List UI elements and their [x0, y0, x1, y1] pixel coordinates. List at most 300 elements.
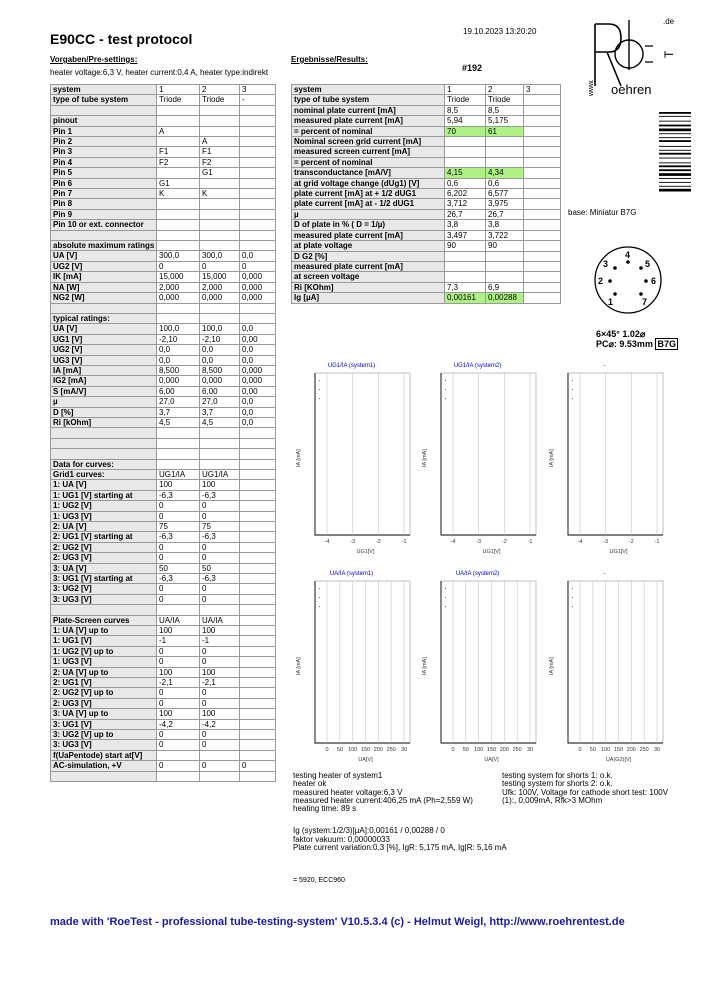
- pre-settings-label-cell: 1: UG1 [V] starting at: [51, 490, 157, 500]
- chart-tick-label: -3: [603, 539, 609, 545]
- chart-tick-label: -4: [450, 539, 456, 545]
- results-value-cell: 0,6: [486, 178, 524, 188]
- pre-settings-value-cell: F1: [200, 147, 240, 157]
- chart-title: UG1/IA (system1): [327, 363, 376, 369]
- results-label-cell: plate current [mA] at + 1/2 dUG1: [292, 189, 445, 199]
- pre-settings-row: [51, 771, 276, 781]
- pre-settings-row: [51, 532, 276, 542]
- pre-settings-value-cell: [157, 449, 200, 459]
- chart-tick-label: 0: [578, 747, 582, 753]
- base-pin-1: 1: [608, 297, 614, 307]
- chart-tick-label: -4: [324, 539, 330, 545]
- text-line: (1):, 0,009mA, Rfk>3 MOhm: [502, 795, 603, 805]
- chart-tick-label: 200: [499, 747, 509, 753]
- results-row: [292, 241, 561, 251]
- pre-settings-value-cell: 0: [200, 594, 240, 604]
- chart-tick-label: 30: [526, 747, 534, 753]
- pre-settings-row: [51, 157, 276, 167]
- pre-settings-label-cell: D [%]: [51, 407, 157, 417]
- results-value-cell: [486, 147, 524, 157]
- pre-settings-value-cell: [200, 771, 240, 781]
- chart-tick-label: 250: [386, 747, 396, 753]
- results-value-cell: Triode: [486, 95, 524, 105]
- barcode-bar: [659, 165, 691, 167]
- pre-settings-label-cell: Plate-Screen curves: [51, 615, 157, 625]
- pre-settings-row: [51, 740, 276, 750]
- results-value-cell: 3,712: [445, 199, 486, 209]
- chart-marker: [445, 380, 446, 381]
- results-value-cell: [445, 251, 486, 261]
- results-value-cell: 26,7: [486, 209, 524, 219]
- pre-settings-heading: Vorgaben/Pre-settings:: [50, 55, 138, 64]
- results-row: [292, 178, 561, 188]
- pre-settings-label-cell: UA [V]: [51, 251, 157, 261]
- pre-settings-value-cell: 0: [157, 542, 200, 552]
- pre-settings-value-cell: [200, 209, 240, 219]
- pre-settings-value-cell: [240, 636, 276, 646]
- pre-settings-value-cell: [240, 542, 276, 552]
- pre-settings-value-cell: 0: [157, 740, 200, 750]
- results-value-cell: 70: [445, 126, 486, 136]
- pre-settings-value-cell: [240, 626, 276, 636]
- pre-settings-value-cell: 0,0: [240, 251, 276, 261]
- results-row: [292, 95, 561, 105]
- results-value-cell: 0,6: [445, 178, 486, 188]
- pre-settings-row: [51, 241, 276, 251]
- results-label-cell: Nominal screen grid current [mA]: [292, 137, 445, 147]
- pre-settings-value-cell: [240, 501, 276, 511]
- base-pin-4: 4: [625, 250, 631, 260]
- results-value-cell: 26,7: [445, 209, 486, 219]
- pre-settings-label-cell: NG2 [W]: [51, 293, 157, 303]
- text-line: testing system for shorts 1: o.k.: [502, 771, 613, 780]
- pre-settings-value-cell: [157, 230, 200, 240]
- chart-y-label: IA [mA]: [549, 449, 555, 467]
- pre-settings-row: [51, 521, 276, 531]
- pre-settings-value-cell: 0: [157, 594, 200, 604]
- text-line: Plate current variation:0,3 [%], IgR: 5,175 mA, Ig|R: 5,16 mA: [293, 843, 507, 852]
- pre-settings-label-cell: Pin 1: [51, 126, 157, 136]
- results-value-cell: [524, 116, 561, 126]
- pre-settings-row: [51, 678, 276, 688]
- results-value-cell: Triode: [445, 95, 486, 105]
- results-label-cell: nominal plate current [mA]: [292, 105, 445, 115]
- pre-settings-value-cell: 4,5: [200, 417, 240, 427]
- pre-settings-value-cell: G1: [157, 178, 200, 188]
- shorts-test-results: [502, 772, 668, 805]
- base-pin-6: 6: [651, 276, 657, 286]
- pre-settings-row: [51, 293, 276, 303]
- pre-settings-value-cell: 3,7: [157, 407, 200, 417]
- chart-tick-label: -1: [654, 539, 660, 545]
- grid-current-notes: [293, 827, 507, 853]
- pre-settings-value-cell: 3: [240, 85, 276, 95]
- chart-y-label: IA [mA]: [422, 657, 428, 675]
- chart-title: -: [603, 363, 606, 369]
- pre-settings-label-cell: Pin 3: [51, 147, 157, 157]
- chart-tick-label: -1: [527, 539, 533, 545]
- pre-settings-row: [51, 428, 276, 438]
- pre-settings-row: [51, 501, 276, 511]
- pre-settings-value-cell: [240, 563, 276, 573]
- pre-settings-value-cell: [200, 303, 240, 313]
- chart-tick-label: 150: [613, 747, 624, 753]
- pre-settings-value-cell: [157, 116, 200, 126]
- pre-settings-label-cell: UG2 [V]: [51, 261, 157, 271]
- base-size-line1: 6×45° 1.02⌀: [596, 329, 646, 339]
- barcode-bar: [659, 186, 691, 187]
- pre-settings-label-cell: [51, 449, 157, 459]
- pre-settings-label-cell: absolute maximum ratings: [51, 241, 157, 251]
- pre-settings-value-cell: 0: [157, 730, 200, 740]
- pre-settings-value-cell: [240, 667, 276, 677]
- results-value-cell: 4,34: [486, 168, 524, 178]
- pre-settings-row: [51, 438, 276, 448]
- chart-tick-label: 100: [601, 747, 611, 753]
- pre-settings-value-cell: [240, 740, 276, 750]
- pre-settings-row: [51, 189, 276, 199]
- barcode-bar: [659, 140, 691, 142]
- chart-y-label: IA [mA]: [549, 657, 555, 675]
- pre-settings-value-cell: [240, 719, 276, 729]
- results-value-cell: [524, 137, 561, 147]
- pre-settings-value-cell: [240, 750, 276, 760]
- pre-settings-value-cell: 0,00: [240, 334, 276, 344]
- results-value-cell: [524, 220, 561, 230]
- pre-settings-value-cell: [240, 584, 276, 594]
- pre-settings-table: [50, 84, 276, 782]
- pre-settings-value-cell: 0: [157, 584, 200, 594]
- chart-y-label: IA [mA]: [296, 657, 302, 675]
- pre-settings-value-cell: 0,000: [240, 293, 276, 303]
- pre-settings-row: [51, 750, 276, 760]
- pre-settings-value-cell: 2: [200, 85, 240, 95]
- chart-tick-label: 30: [400, 747, 408, 753]
- pre-settings-value-cell: [240, 730, 276, 740]
- pre-settings-value-cell: 27,0: [200, 397, 240, 407]
- chart-x-label: UG1[V]: [356, 549, 375, 555]
- results-row: [292, 261, 561, 271]
- pre-settings-value-cell: 2,000: [157, 282, 200, 292]
- results-value-cell: [445, 261, 486, 271]
- pre-settings-value-cell: [157, 168, 200, 178]
- chart-marker: [319, 389, 320, 390]
- pre-settings-value-cell: [240, 438, 276, 448]
- chart-marker: [445, 597, 446, 598]
- pre-settings-value-cell: UA/IA: [157, 615, 200, 625]
- text-line: heater ok: [293, 779, 327, 789]
- pre-settings-row: [51, 574, 276, 584]
- pre-settings-label-cell: Pin 10 or ext. connector: [51, 220, 157, 230]
- chart-frame: [441, 581, 536, 743]
- pre-settings-row: [51, 324, 276, 334]
- pre-settings-value-cell: 100: [157, 626, 200, 636]
- pre-settings-value-cell: -4,2: [200, 719, 240, 729]
- chart-tick-label: -3: [350, 539, 356, 545]
- results-value-cell: 3,722: [486, 230, 524, 240]
- barcode-bar: [659, 129, 691, 132]
- pre-settings-row: [51, 282, 276, 292]
- pre-settings-value-cell: 0,000: [200, 376, 240, 386]
- pre-settings-label-cell: Pin 9: [51, 209, 157, 219]
- pre-settings-label-cell: Grid1 curves:: [51, 469, 157, 479]
- pre-settings-value-cell: [240, 189, 276, 199]
- pre-settings-value-cell: -6,3: [200, 574, 240, 584]
- results-value-cell: [445, 147, 486, 157]
- base-size-line2: PC⌀: 9.53mm B7G: [596, 339, 676, 349]
- results-value-cell: 0,00288: [486, 293, 524, 303]
- results-value-cell: 6,9: [486, 282, 524, 292]
- pre-settings-row: [51, 626, 276, 636]
- chart-tick-label: 0: [325, 747, 329, 753]
- results-row: [292, 137, 561, 147]
- results-value-cell: 1: [445, 85, 486, 95]
- pre-settings-value-cell: [240, 241, 276, 251]
- pre-settings-row: [51, 199, 276, 209]
- pre-settings-label-cell: 2: UG2 [V] up to: [51, 688, 157, 698]
- pre-settings-value-cell: [157, 199, 200, 209]
- equivalents: = 5920, ECC960: [293, 877, 345, 884]
- pre-settings-value-cell: 4,5: [157, 417, 200, 427]
- pre-settings-value-cell: -6,3: [200, 490, 240, 500]
- pre-settings-value-cell: [240, 605, 276, 615]
- pre-settings-row: [51, 147, 276, 157]
- chart-x-label: UA(G2)[V]: [605, 757, 632, 763]
- curve-chart: [541, 363, 668, 556]
- chart-marker: [445, 606, 446, 607]
- pre-settings-value-cell: Triode: [200, 95, 240, 105]
- pre-settings-value-cell: -6,3: [157, 574, 200, 584]
- results-heading: Ergebnisse/Results:: [291, 55, 368, 64]
- pre-settings-value-cell: [240, 168, 276, 178]
- chart-tick-label: 100: [474, 747, 484, 753]
- pre-settings-row: [51, 698, 276, 708]
- pre-settings-label-cell: [51, 605, 157, 615]
- pre-settings-value-cell: [240, 469, 276, 479]
- results-value-cell: 8,5: [445, 105, 486, 115]
- curve-chart: [288, 363, 415, 556]
- pre-settings-value-cell: [157, 220, 200, 230]
- pre-settings-value-cell: -2,1: [157, 678, 200, 688]
- chart-marker: [572, 398, 573, 399]
- pre-settings-value-cell: [240, 137, 276, 147]
- results-label-cell: D G2 [%]: [292, 251, 445, 261]
- chart-tick-label: 150: [360, 747, 371, 753]
- pre-settings-value-cell: [157, 771, 200, 781]
- chart-frame: [315, 581, 410, 743]
- pre-settings-value-cell: 0: [157, 657, 200, 667]
- results-value-cell: 2: [486, 85, 524, 95]
- chart-tick-label: -1: [401, 539, 407, 545]
- pre-settings-value-cell: [200, 220, 240, 230]
- results-label-cell: Ig [µA]: [292, 293, 445, 303]
- results-label-cell: measured plate current [mA]: [292, 230, 445, 240]
- pre-settings-value-cell: 0,000: [157, 293, 200, 303]
- pre-settings-row: [51, 646, 276, 656]
- results-label-cell: = percent of nominal: [292, 126, 445, 136]
- pre-settings-value-cell: 0,000: [200, 293, 240, 303]
- pre-settings-value-cell: 0,000: [240, 376, 276, 386]
- pre-settings-value-cell: 100: [157, 667, 200, 677]
- pre-settings-row: [51, 105, 276, 115]
- pre-settings-label-cell: Pin 4: [51, 157, 157, 167]
- pre-settings-value-cell: 0: [200, 584, 240, 594]
- chart-marker: [445, 389, 446, 390]
- pre-settings-label-cell: UG3 [V]: [51, 355, 157, 365]
- pre-settings-value-cell: 8,500: [200, 365, 240, 375]
- chart-marker: [572, 389, 573, 390]
- pre-settings-value-cell: 27,0: [157, 397, 200, 407]
- results-value-cell: [524, 105, 561, 115]
- results-label-cell: = percent of nominal: [292, 157, 445, 167]
- pre-settings-label-cell: typical ratings:: [51, 313, 157, 323]
- pre-settings-value-cell: [240, 615, 276, 625]
- pre-settings-row: [51, 636, 276, 646]
- pre-settings-row: [51, 345, 276, 355]
- pre-settings-label-cell: type of tube system: [51, 95, 157, 105]
- pre-settings-value-cell: [240, 678, 276, 688]
- results-row: [292, 209, 561, 219]
- barcode-bar: [659, 158, 691, 159]
- pre-settings-value-cell: [240, 199, 276, 209]
- pre-settings-value-cell: 50: [157, 563, 200, 573]
- pre-settings-row: [51, 615, 276, 625]
- chart-marker: [319, 597, 320, 598]
- text-line: faktor vakuum: 0,00000033: [293, 834, 390, 844]
- chart-tick-label: 30: [653, 747, 661, 753]
- pre-settings-value-cell: [157, 209, 200, 219]
- curve-chart: [414, 363, 541, 556]
- pre-settings-value-cell: [240, 126, 276, 136]
- base-pin-7: 7: [642, 297, 648, 307]
- pre-settings-value-cell: 0: [240, 761, 276, 771]
- pre-settings-value-cell: [157, 105, 200, 115]
- barcode-bar: [659, 125, 691, 127]
- barcode-bar: [659, 112, 691, 114]
- pre-settings-value-cell: UG1/IA: [157, 469, 200, 479]
- chart-tick-label: 100: [348, 747, 358, 753]
- results-value-cell: [524, 147, 561, 157]
- chart-y-label: IA [mA]: [422, 449, 428, 467]
- pre-settings-label-cell: Pin 7: [51, 189, 157, 199]
- pre-settings-value-cell: [240, 303, 276, 313]
- chart-marker: [445, 588, 446, 589]
- pre-settings-label-cell: 2: UG1 [V]: [51, 678, 157, 688]
- results-row: [292, 85, 561, 95]
- pre-settings-value-cell: [157, 303, 200, 313]
- results-value-cell: [524, 157, 561, 167]
- results-value-cell: [524, 178, 561, 188]
- chart-tick-label: -2: [628, 539, 634, 545]
- barcode-bar: [659, 133, 691, 134]
- results-label-cell: measured plate current [mA]: [292, 261, 445, 271]
- pre-settings-value-cell: [240, 698, 276, 708]
- pre-settings-value-cell: 0: [200, 553, 240, 563]
- pre-settings-row: [51, 688, 276, 698]
- barcode-bar: [659, 169, 691, 171]
- pre-settings-label-cell: 3: UG3 [V]: [51, 594, 157, 604]
- barcode-bar: [659, 150, 691, 151]
- pre-settings-value-cell: [157, 605, 200, 615]
- results-row: [292, 293, 561, 303]
- page-title: E90CC - test protocol: [50, 31, 193, 47]
- pre-settings-value-cell: -1: [200, 636, 240, 646]
- results-row: [292, 220, 561, 230]
- pre-settings-value-cell: 100: [200, 709, 240, 719]
- pre-settings-label-cell: UG1 [V]: [51, 334, 157, 344]
- pre-settings-row: [51, 95, 276, 105]
- chart-marker: [319, 606, 320, 607]
- chart-y-label: IA [mA]: [296, 449, 302, 467]
- pre-settings-row: [51, 761, 276, 771]
- results-value-cell: [524, 230, 561, 240]
- pre-settings-value-cell: [240, 657, 276, 667]
- results-label-cell: transconductance [mA/V]: [292, 168, 445, 178]
- pre-settings-row: [51, 709, 276, 719]
- chart-frame: [568, 373, 663, 535]
- curve-chart: [414, 571, 541, 764]
- results-value-cell: [524, 251, 561, 261]
- pre-settings-value-cell: 100,0: [200, 324, 240, 334]
- pre-settings-row: [51, 168, 276, 178]
- base-pin-3: 3: [603, 259, 609, 269]
- pre-settings-value-cell: [240, 428, 276, 438]
- results-value-cell: 5,94: [445, 116, 486, 126]
- pre-settings-row: [51, 730, 276, 740]
- results-value-cell: 90: [486, 241, 524, 251]
- pre-settings-row: [51, 553, 276, 563]
- results-value-cell: [486, 251, 524, 261]
- results-row: [292, 189, 561, 199]
- pre-settings-label-cell: IK [mA]: [51, 272, 157, 282]
- base-size-badge: B7G: [657, 339, 676, 349]
- pre-settings-value-cell: 0: [200, 730, 240, 740]
- pre-settings-value-cell: 0: [157, 688, 200, 698]
- results-value-cell: 3,497: [445, 230, 486, 240]
- pre-settings-row: [51, 511, 276, 521]
- pre-settings-value-cell: [240, 574, 276, 584]
- pre-settings-row: [51, 230, 276, 240]
- results-value-cell: [486, 157, 524, 167]
- pre-settings-label-cell: µ: [51, 397, 157, 407]
- pre-settings-row: [51, 386, 276, 396]
- chart-tick-label: 50: [589, 747, 596, 753]
- pre-settings-row: [51, 85, 276, 95]
- pre-settings-label-cell: 1: UG3 [V]: [51, 511, 157, 521]
- chart-marker: [319, 588, 320, 589]
- pre-settings-value-cell: [240, 490, 276, 500]
- pre-settings-row: [51, 126, 276, 136]
- chart-tick-label: -2: [375, 539, 381, 545]
- pre-settings-value-cell: 0,000: [240, 365, 276, 375]
- results-value-cell: 90: [445, 241, 486, 251]
- pre-settings-value-cell: 6,00: [157, 386, 200, 396]
- pre-settings-label-cell: 3: UA [V] up to: [51, 709, 157, 719]
- chart-tick-label: -2: [501, 539, 507, 545]
- base-pin-2: 2: [598, 276, 604, 286]
- pre-settings-label-cell: 2: UG3 [V]: [51, 698, 157, 708]
- pre-settings-value-cell: F1: [157, 147, 200, 157]
- results-label-cell: Ri [KOhm]: [292, 282, 445, 292]
- chart-title: UA/IA (system1): [329, 571, 374, 577]
- pre-settings-label-cell: Pin 2: [51, 137, 157, 147]
- pre-settings-value-cell: -6,3: [157, 532, 200, 542]
- pre-settings-value-cell: 300,0: [157, 251, 200, 261]
- pre-settings-value-cell: [200, 438, 240, 448]
- chart-axes: [568, 581, 663, 743]
- pre-settings-value-cell: [200, 230, 240, 240]
- pre-settings-row: [51, 490, 276, 500]
